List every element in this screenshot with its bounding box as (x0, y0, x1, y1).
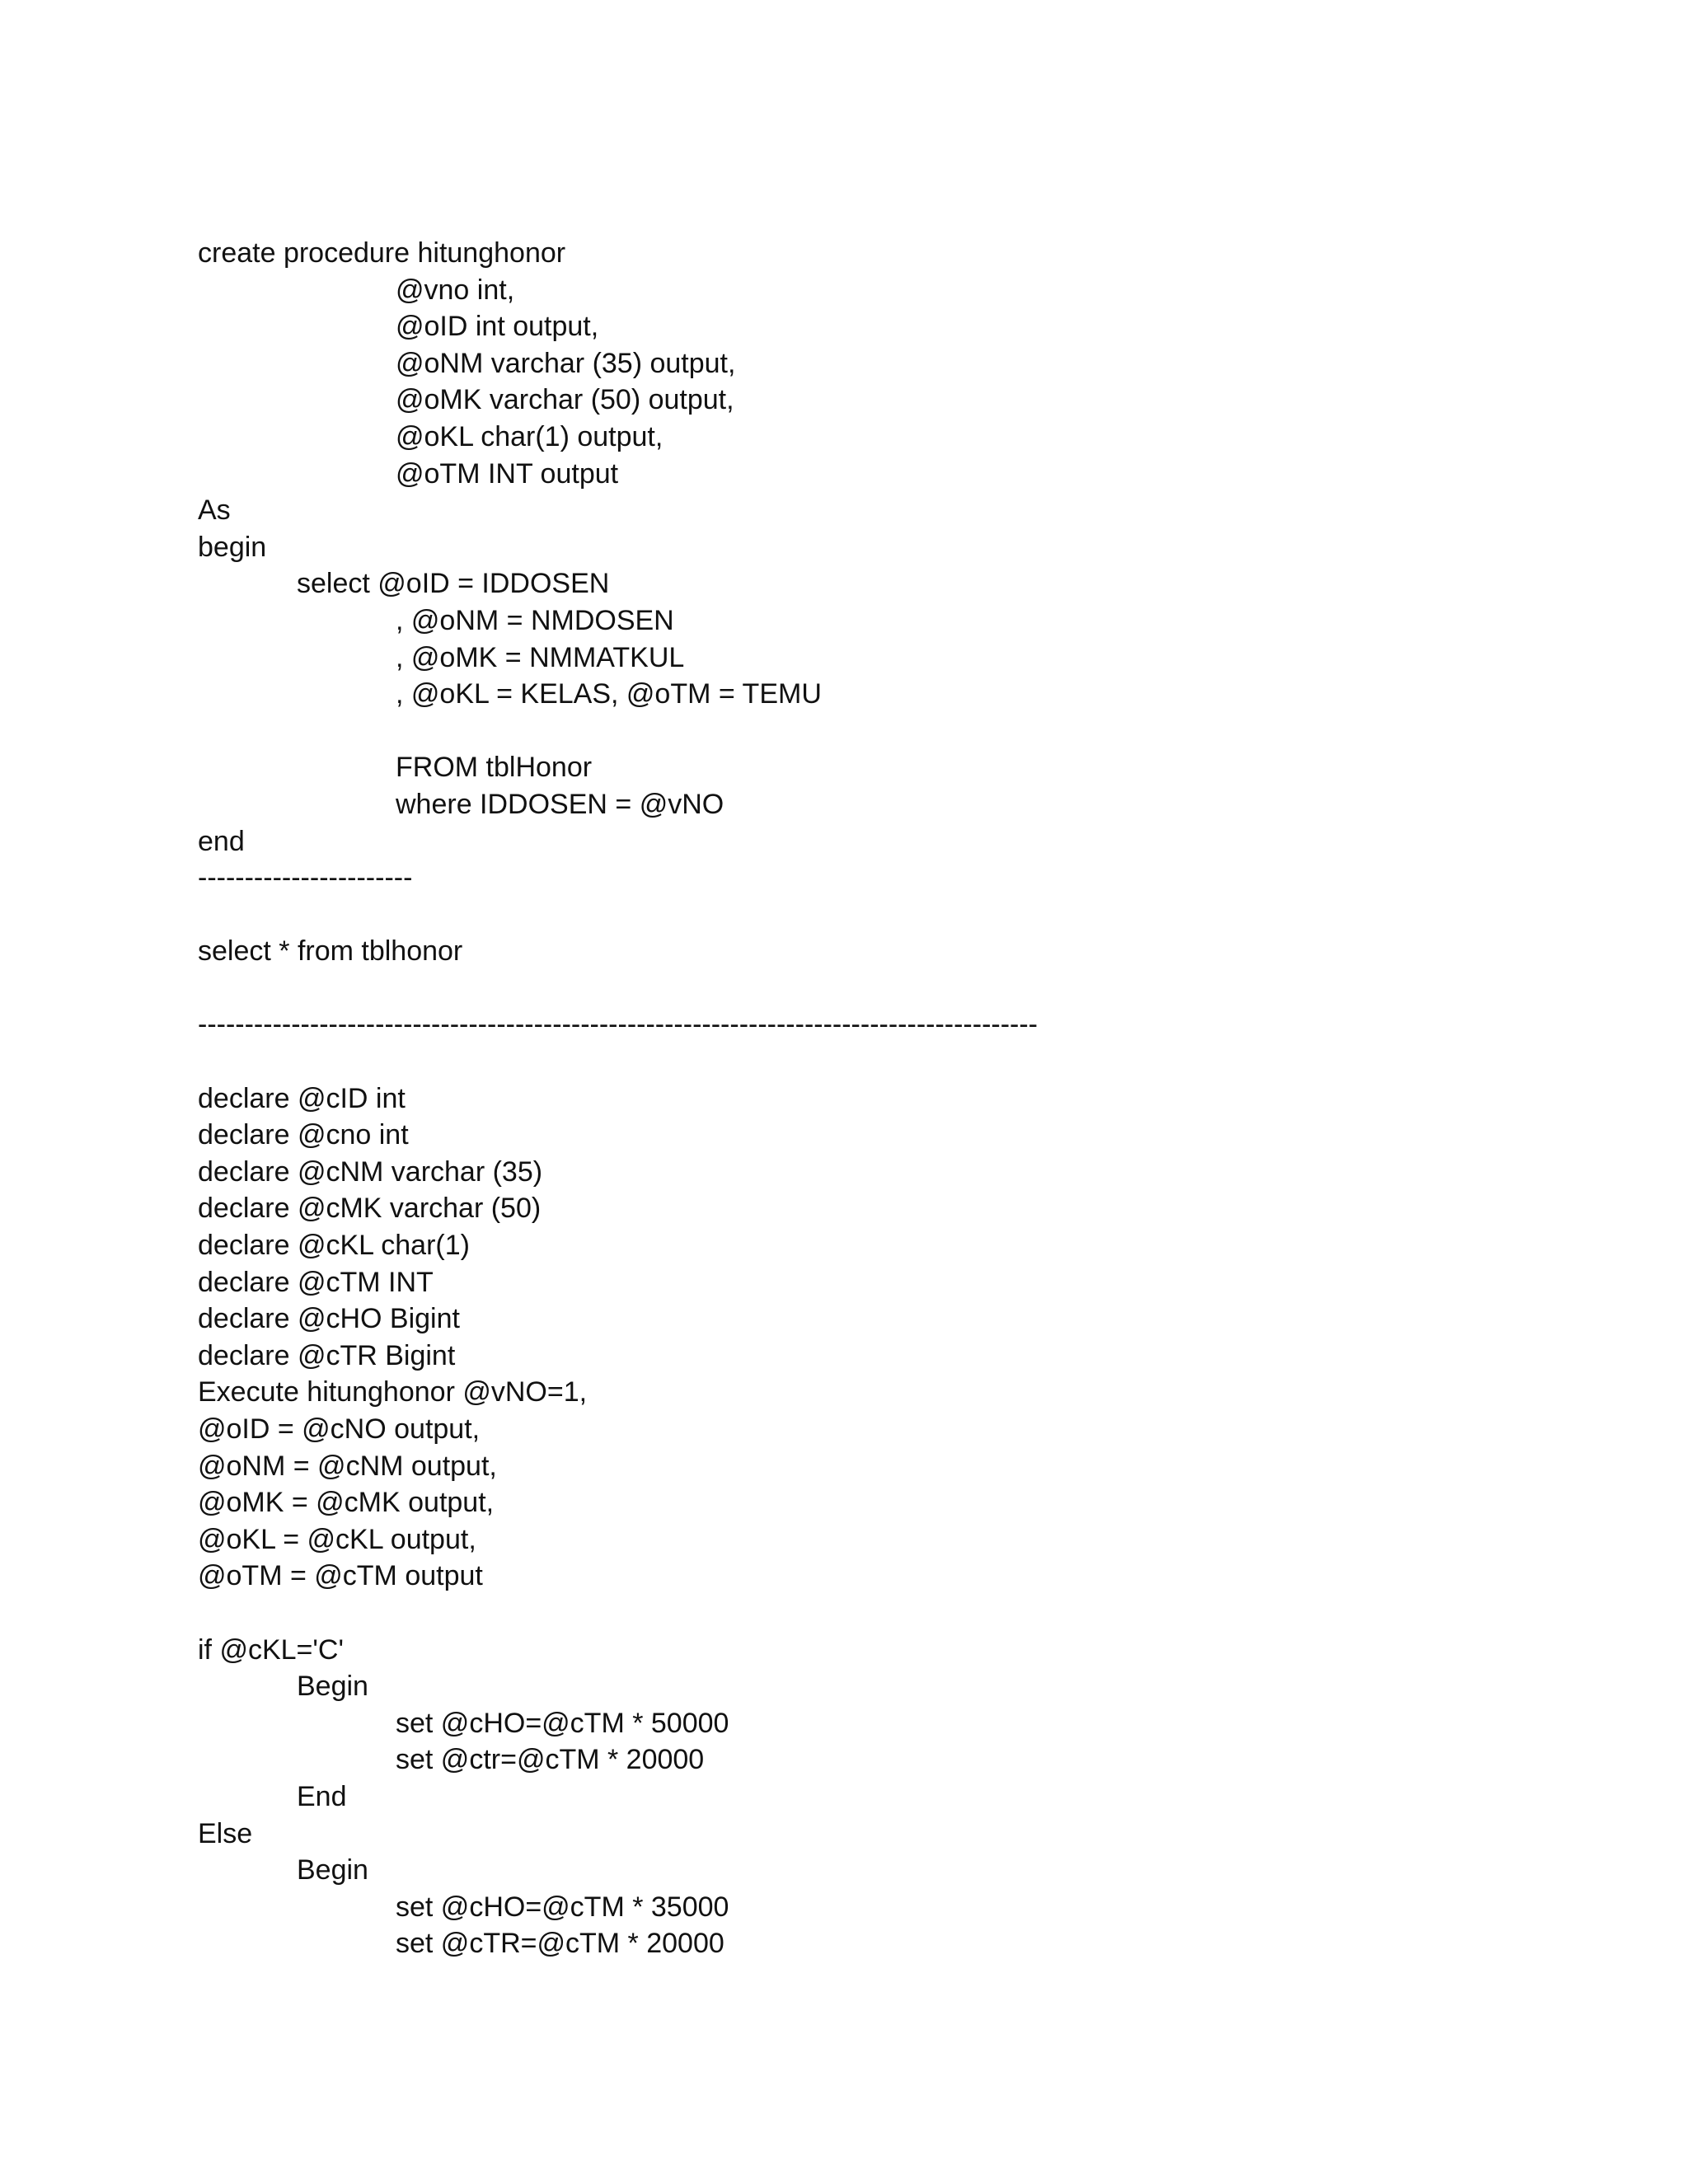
code-line: select @oID = IDDOSEN (297, 568, 610, 600)
separator-line: ------------------------------------------------------------------------------------------ (198, 1009, 1039, 1041)
code-line: Begin (297, 1671, 368, 1703)
code-line: @oMK = @cMK output, (198, 1487, 495, 1519)
code-line: Begin (297, 1854, 368, 1886)
code-line: @oNM varchar (35) output, (396, 347, 736, 379)
code-line: @oID = @cNO output, (198, 1413, 481, 1445)
code-line: , @oMK = NMMATKUL (396, 641, 685, 673)
code-line: @oTM INT output (396, 457, 619, 490)
code-line: declare @cKL char(1) (198, 1230, 470, 1262)
code-line: @oMK varchar (50) output, (396, 384, 734, 416)
code-line: declare @cTR Bigint (198, 1339, 456, 1371)
code-line (198, 1043, 1599, 1080)
code-line: if @cKL='C' (198, 1633, 344, 1666)
code-line: declare @cno int (198, 1119, 409, 1151)
code-line: select * from tblhonor (198, 935, 463, 968)
code-listing (198, 235, 1599, 1962)
code-line: set @cHO=@cTM * 50000 (396, 1707, 729, 1739)
code-line: @oKL = @cKL output, (198, 1523, 476, 1555)
code-line: @vno int, (396, 274, 515, 306)
code-line: set @ctr=@cTM * 20000 (396, 1744, 705, 1776)
code-line: declare @cTM INT (198, 1266, 434, 1298)
code-line: Else (198, 1817, 253, 1849)
code-line: set @cHO=@cTM * 35000 (396, 1891, 729, 1923)
code-line: @oKL char(1) output, (396, 420, 663, 452)
code-line (198, 713, 1599, 750)
code-line (198, 970, 1599, 1007)
code-line: where IDDOSEN = @vNO (396, 788, 724, 820)
code-line: As (198, 494, 231, 527)
code-line: declare @cID int (198, 1082, 406, 1114)
code-line: create procedure hitunghonor (198, 237, 566, 269)
code-line: declare @cHO Bigint (198, 1303, 460, 1335)
code-line: declare @cMK varchar (50) (198, 1193, 542, 1225)
code-line: End (297, 1780, 347, 1812)
code-line: @oNM = @cNM output, (198, 1450, 497, 1482)
code-line: set @cTR=@cTM * 20000 (396, 1928, 724, 1960)
code-line: @oTM = @cTM output (198, 1560, 483, 1592)
code-line: , @oKL = KELAS, @oTM = TEMU (396, 678, 822, 710)
separator-line: ----------------------- (198, 862, 413, 894)
code-line: @oID int output, (396, 311, 599, 343)
code-line (198, 897, 1599, 934)
code-line: begin (198, 531, 267, 563)
code-line (198, 1595, 1599, 1632)
code-line: FROM tblHonor (396, 752, 593, 784)
code-line: end (198, 825, 245, 857)
code-line: , @oNM = NMDOSEN (396, 604, 674, 636)
code-line: Execute hitunghonor @vNO=1, (198, 1376, 588, 1408)
code-line: declare @cNM varchar (35) (198, 1155, 543, 1188)
